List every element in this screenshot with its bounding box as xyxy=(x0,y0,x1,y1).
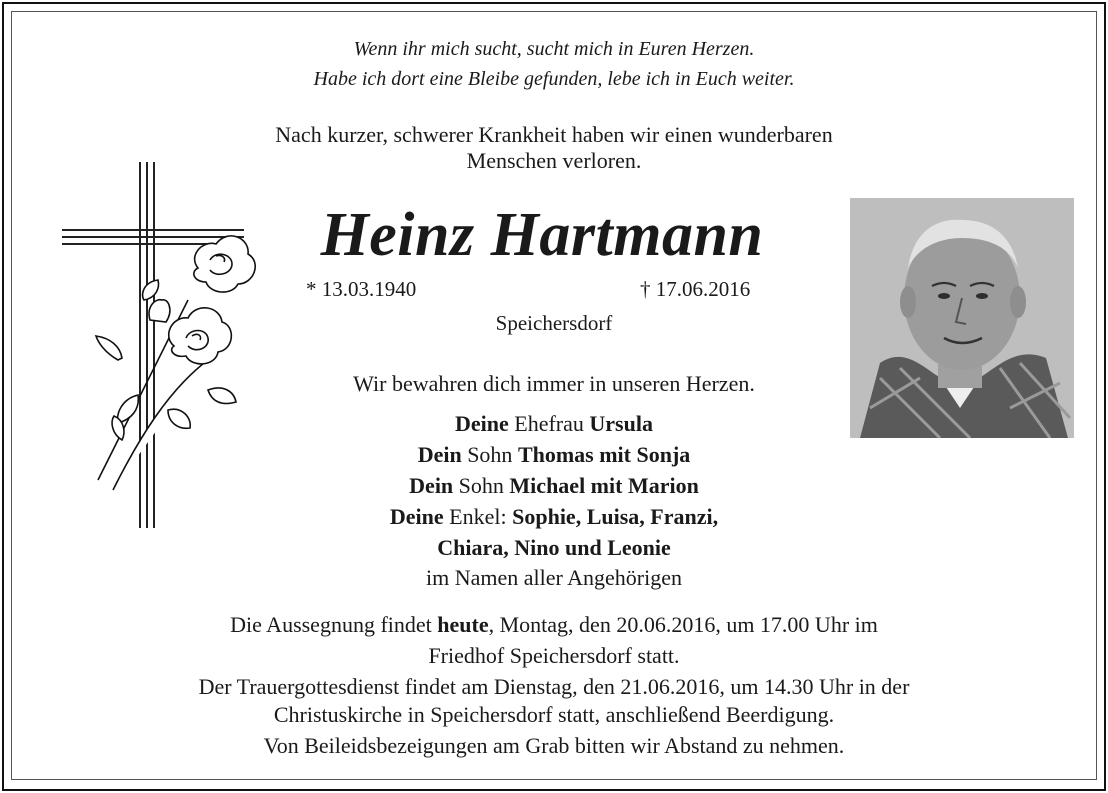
birth-date: * 13.03.1940 xyxy=(306,277,417,301)
mourner-names: Thomas mit Sonja xyxy=(517,442,691,467)
relation: Enkel: xyxy=(443,504,513,529)
service-line-3: Der Trauergottesdienst findet am Dienstag, den 21.06.2016, um 14.30 Uhr in der xyxy=(198,674,910,699)
service-text: , Montag, den 20.06.2016, um 17.00 Uhr im xyxy=(488,612,878,637)
service-line-2: Friedhof Speichersdorf statt. xyxy=(428,643,680,668)
service-today: heute xyxy=(437,612,489,637)
service-text: Die Aussegnung findet xyxy=(230,612,438,637)
service-line-1 xyxy=(0,612,1108,638)
mourner-line xyxy=(0,473,1108,499)
relation-bold: Dein xyxy=(409,473,454,498)
mourner-line xyxy=(0,504,1108,530)
mourner-names: Michael mit Marion xyxy=(509,473,699,498)
mourner-line xyxy=(0,411,1108,437)
death-date: † 17.06.2016 xyxy=(640,277,751,301)
motto-line-2: Habe ich dort eine Bleibe gefunden, lebe ich in Euch weiter. xyxy=(313,68,795,90)
mourner-names: Ursula xyxy=(589,411,653,436)
intro-line-1: Nach kurzer, schwerer Krankheit haben wir einen wunderbaren xyxy=(275,122,833,147)
relation-bold: Deine xyxy=(389,504,444,529)
on-behalf-line: im Namen aller Angehörigen xyxy=(426,565,682,590)
relation-bold: Deine xyxy=(455,411,509,436)
mourner-names: Sophie, Luisa, Franzi, xyxy=(512,504,719,529)
deceased-name: Heinz Hartmann xyxy=(320,201,764,269)
intro-line-2: Menschen verloren. xyxy=(466,148,642,173)
motto-line-1: Wenn ihr mich sucht, sucht mich in Euren Herzen. xyxy=(353,38,755,60)
service-line-5: Von Beileidsbezeigungen am Grab bitten wir Abstand zu nehmen. xyxy=(263,733,845,758)
place: Speichersdorf xyxy=(495,311,613,335)
relation-bold: Dein xyxy=(417,442,462,467)
mourner-line xyxy=(0,442,1108,468)
relation: Sohn xyxy=(461,442,518,467)
remembrance-line: Wir bewahren dich immer in unseren Herzen. xyxy=(353,371,755,396)
relation: Sohn xyxy=(453,473,510,498)
portrait-photo xyxy=(850,198,1074,438)
service-line-4: Christuskirche in Speichersdorf statt, anschließend Beerdigung. xyxy=(273,702,835,727)
relation: Ehefrau xyxy=(508,411,590,436)
mourner-line-continued xyxy=(0,535,1108,561)
mourner-names: Chiara, Nino und Leonie xyxy=(437,535,671,560)
